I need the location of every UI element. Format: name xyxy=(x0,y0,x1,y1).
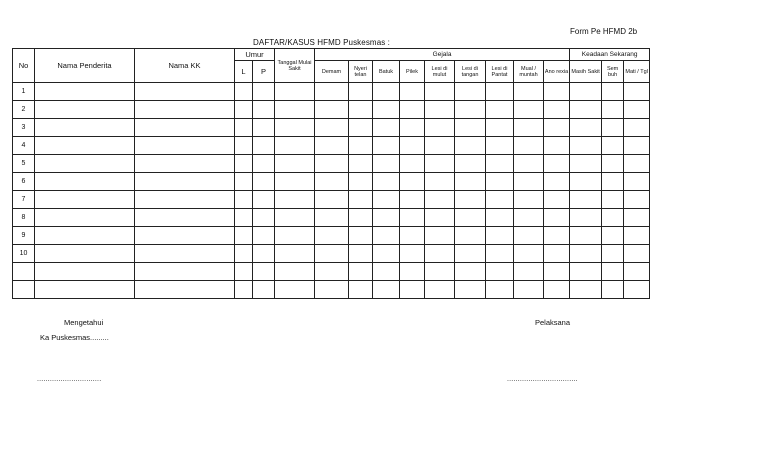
table-cell[interactable] xyxy=(135,155,235,173)
table-cell[interactable] xyxy=(486,281,514,299)
table-cell[interactable] xyxy=(373,281,400,299)
table-row xyxy=(13,263,650,281)
row-number: 9 xyxy=(13,227,35,245)
table-cell[interactable] xyxy=(624,209,650,227)
table-cell[interactable] xyxy=(135,209,235,227)
table-cell[interactable] xyxy=(570,137,602,155)
table-cell[interactable] xyxy=(425,191,455,209)
table-cell[interactable] xyxy=(544,173,570,191)
table-cell[interactable] xyxy=(425,173,455,191)
table-cell[interactable] xyxy=(570,209,602,227)
table-cell[interactable] xyxy=(235,245,253,263)
table-cell[interactable] xyxy=(486,155,514,173)
form-code: Form Pe HFMD 2b xyxy=(570,27,638,36)
table-cell[interactable] xyxy=(570,173,602,191)
table-cell[interactable] xyxy=(570,83,602,101)
table-cell[interactable] xyxy=(514,137,544,155)
table-cell[interactable] xyxy=(514,101,544,119)
table-row xyxy=(13,155,650,173)
table-cell[interactable] xyxy=(349,155,373,173)
table-cell[interactable] xyxy=(570,281,602,299)
header-gejala-nyeri-telan: Nyeri telan xyxy=(349,61,373,83)
table-cell[interactable] xyxy=(425,281,455,299)
table-cell[interactable] xyxy=(253,227,275,245)
table-cell[interactable] xyxy=(624,83,650,101)
header-gejala-lesi-pantat: Lesi di Pantat xyxy=(486,61,514,83)
table-cell[interactable] xyxy=(486,119,514,137)
table-cell[interactable] xyxy=(349,101,373,119)
table-row xyxy=(13,173,650,191)
table-row xyxy=(13,209,650,227)
table-cell[interactable] xyxy=(253,245,275,263)
table-cell[interactable] xyxy=(455,155,486,173)
table-cell[interactable] xyxy=(253,209,275,227)
table-cell[interactable] xyxy=(400,137,425,155)
table-cell[interactable] xyxy=(514,191,544,209)
table-cell[interactable] xyxy=(315,263,349,281)
row-number: 6 xyxy=(13,173,35,191)
table-cell[interactable] xyxy=(235,173,253,191)
table-cell[interactable] xyxy=(235,263,253,281)
table-cell[interactable] xyxy=(253,191,275,209)
table-row xyxy=(13,101,650,119)
table-row xyxy=(13,83,650,101)
row-number: 1 xyxy=(13,83,35,101)
table-cell[interactable] xyxy=(275,209,315,227)
table-cell[interactable] xyxy=(624,137,650,155)
table-cell[interactable] xyxy=(486,245,514,263)
table-cell[interactable] xyxy=(135,101,235,119)
table-cell[interactable] xyxy=(514,209,544,227)
table-cell[interactable] xyxy=(373,137,400,155)
table-cell[interactable] xyxy=(624,191,650,209)
table-cell[interactable] xyxy=(253,119,275,137)
header-keadaan-sembuh: Sem buh xyxy=(602,61,624,83)
table-cell[interactable] xyxy=(602,155,624,173)
table-cell[interactable] xyxy=(349,119,373,137)
header-keadaan-sekarang: Keadaan Sekarang xyxy=(570,49,650,61)
table-row xyxy=(13,227,650,245)
ka-puskesmas-label: Ka Puskesmas......... xyxy=(40,333,109,342)
table-cell[interactable] xyxy=(373,101,400,119)
table-cell[interactable] xyxy=(602,173,624,191)
table-cell[interactable] xyxy=(425,245,455,263)
table-cell[interactable] xyxy=(455,173,486,191)
table-cell[interactable] xyxy=(624,173,650,191)
table-cell[interactable] xyxy=(275,155,315,173)
table-cell[interactable] xyxy=(275,227,315,245)
table-cell[interactable] xyxy=(400,155,425,173)
table-cell[interactable] xyxy=(373,83,400,101)
table-cell[interactable] xyxy=(135,191,235,209)
table-cell[interactable] xyxy=(400,83,425,101)
table-cell[interactable] xyxy=(624,263,650,281)
table-row xyxy=(13,245,650,263)
table-cell[interactable] xyxy=(400,101,425,119)
table-cell[interactable] xyxy=(135,173,235,191)
table-cell[interactable] xyxy=(400,173,425,191)
header-no: No xyxy=(13,49,35,83)
header-nama-penderita: Nama Penderita xyxy=(35,49,135,83)
table-cell[interactable] xyxy=(514,227,544,245)
table-cell[interactable] xyxy=(624,155,650,173)
pelaksana-label: Pelaksana xyxy=(535,318,571,327)
header-tanggal-mulai-sakit: Tanggal Mulai Sakit xyxy=(275,49,315,83)
table-cell[interactable] xyxy=(400,227,425,245)
table-cell[interactable] xyxy=(570,191,602,209)
table-cell[interactable] xyxy=(602,263,624,281)
row-number xyxy=(13,281,35,299)
table-cell[interactable] xyxy=(349,263,373,281)
table-cell[interactable] xyxy=(486,263,514,281)
table-cell[interactable] xyxy=(624,245,650,263)
table-cell[interactable] xyxy=(275,101,315,119)
table-cell[interactable] xyxy=(425,83,455,101)
table-cell[interactable] xyxy=(253,173,275,191)
table-cell[interactable] xyxy=(35,227,135,245)
table-row xyxy=(13,281,650,299)
table-cell[interactable] xyxy=(602,119,624,137)
table-cell[interactable] xyxy=(425,209,455,227)
table-cell[interactable] xyxy=(570,155,602,173)
table-cell[interactable] xyxy=(253,101,275,119)
table-cell[interactable] xyxy=(349,83,373,101)
table-cell[interactable] xyxy=(349,209,373,227)
table-cell[interactable] xyxy=(400,263,425,281)
table-cell[interactable] xyxy=(455,209,486,227)
mengetahui-label: Mengetahui xyxy=(64,318,104,327)
table-cell[interactable] xyxy=(544,101,570,119)
table-cell[interactable] xyxy=(135,281,235,299)
table-cell[interactable] xyxy=(455,245,486,263)
table-cell[interactable] xyxy=(624,227,650,245)
header-gejala-pilek: Pilek xyxy=(400,61,425,83)
table-cell[interactable] xyxy=(373,155,400,173)
table-cell[interactable] xyxy=(275,281,315,299)
table-cell[interactable] xyxy=(570,101,602,119)
table-cell[interactable] xyxy=(275,137,315,155)
table-cell[interactable] xyxy=(455,137,486,155)
table-cell[interactable] xyxy=(35,155,135,173)
table-cell[interactable] xyxy=(275,173,315,191)
table-cell[interactable] xyxy=(235,83,253,101)
table-cell[interactable] xyxy=(135,263,235,281)
table-cell[interactable] xyxy=(35,101,135,119)
table-cell[interactable] xyxy=(315,119,349,137)
row-number: 3 xyxy=(13,119,35,137)
table-cell[interactable] xyxy=(315,191,349,209)
table-cell[interactable] xyxy=(373,209,400,227)
table-cell[interactable] xyxy=(35,173,135,191)
table-row xyxy=(13,191,650,209)
table-cell[interactable] xyxy=(400,119,425,137)
header-gejala-mual-muntah: Mual / muntah xyxy=(514,61,544,83)
header-umur-l: L xyxy=(235,61,253,83)
table-cell[interactable] xyxy=(425,119,455,137)
table-cell[interactable] xyxy=(235,209,253,227)
row-number: 5 xyxy=(13,155,35,173)
table-cell[interactable] xyxy=(275,191,315,209)
table-cell[interactable] xyxy=(486,137,514,155)
table-cell[interactable] xyxy=(486,173,514,191)
table-cell[interactable] xyxy=(373,119,400,137)
table-cell[interactable] xyxy=(349,281,373,299)
table-cell[interactable] xyxy=(486,191,514,209)
table-cell[interactable] xyxy=(514,245,544,263)
table-cell[interactable] xyxy=(315,281,349,299)
table-cell[interactable] xyxy=(602,83,624,101)
table-cell[interactable] xyxy=(544,209,570,227)
row-number: 8 xyxy=(13,209,35,227)
table-cell[interactable] xyxy=(544,83,570,101)
table-cell[interactable] xyxy=(624,101,650,119)
table-cell[interactable] xyxy=(35,83,135,101)
table-cell[interactable] xyxy=(425,155,455,173)
table-cell[interactable] xyxy=(373,227,400,245)
table-cell[interactable] xyxy=(253,281,275,299)
table-cell[interactable] xyxy=(253,263,275,281)
table-cell[interactable] xyxy=(514,263,544,281)
table-cell[interactable] xyxy=(455,83,486,101)
table-cell[interactable] xyxy=(400,209,425,227)
header-gejala-anoreksia: Ano rexia xyxy=(544,61,570,83)
table-cell[interactable] xyxy=(486,83,514,101)
table-cell[interactable] xyxy=(35,137,135,155)
table-cell[interactable] xyxy=(373,191,400,209)
row-number: 2 xyxy=(13,101,35,119)
case-table xyxy=(12,48,650,299)
header-gejala-demam: Demam xyxy=(315,61,349,83)
table-cell[interactable] xyxy=(235,281,253,299)
table-cell[interactable] xyxy=(400,245,425,263)
table-cell[interactable] xyxy=(253,83,275,101)
table-cell[interactable] xyxy=(425,227,455,245)
header-nama-kk: Nama KK xyxy=(135,49,235,83)
table-cell[interactable] xyxy=(514,281,544,299)
table-cell[interactable] xyxy=(602,281,624,299)
table-cell[interactable] xyxy=(315,227,349,245)
table-cell[interactable] xyxy=(349,191,373,209)
table-cell[interactable] xyxy=(135,245,235,263)
table-cell[interactable] xyxy=(315,209,349,227)
table-cell[interactable] xyxy=(602,137,624,155)
table-cell[interactable] xyxy=(455,281,486,299)
table-cell[interactable] xyxy=(373,263,400,281)
table-cell[interactable] xyxy=(275,83,315,101)
table-cell[interactable] xyxy=(235,119,253,137)
table-cell[interactable] xyxy=(514,155,544,173)
table-cell[interactable] xyxy=(425,263,455,281)
header-gejala-lesi-mulut: Lesi di mulut xyxy=(425,61,455,83)
table-cell[interactable] xyxy=(315,155,349,173)
table-cell[interactable] xyxy=(135,83,235,101)
table-cell[interactable] xyxy=(544,263,570,281)
table-cell[interactable] xyxy=(275,245,315,263)
table-cell[interactable] xyxy=(35,245,135,263)
table-cell[interactable] xyxy=(35,281,135,299)
header-keadaan-masih-sakit: Masih Sakit xyxy=(570,61,602,83)
table-cell[interactable] xyxy=(253,155,275,173)
header-umur: Umur xyxy=(235,49,275,61)
table-cell[interactable] xyxy=(514,119,544,137)
table-cell[interactable] xyxy=(624,119,650,137)
table-cell[interactable] xyxy=(455,227,486,245)
table-cell[interactable] xyxy=(315,83,349,101)
table-cell[interactable] xyxy=(315,245,349,263)
table-cell[interactable] xyxy=(373,173,400,191)
table-cell[interactable] xyxy=(253,137,275,155)
table-cell[interactable] xyxy=(35,119,135,137)
table-cell[interactable] xyxy=(570,245,602,263)
header-gejala-batuk: Batuk xyxy=(373,61,400,83)
table-row xyxy=(13,119,650,137)
table-cell[interactable] xyxy=(544,119,570,137)
table-cell[interactable] xyxy=(570,263,602,281)
table-cell[interactable] xyxy=(315,101,349,119)
table-cell[interactable] xyxy=(135,137,235,155)
form-title: DAFTAR/KASUS HFMD Puskesmas : xyxy=(253,38,390,47)
table-cell[interactable] xyxy=(514,173,544,191)
table-cell[interactable] xyxy=(602,101,624,119)
table-cell[interactable] xyxy=(455,119,486,137)
table-cell[interactable] xyxy=(315,173,349,191)
table-cell[interactable] xyxy=(602,191,624,209)
table-cell[interactable] xyxy=(544,191,570,209)
table-cell[interactable] xyxy=(135,227,235,245)
table-cell[interactable] xyxy=(624,281,650,299)
table-cell[interactable] xyxy=(455,101,486,119)
row-number: 10 xyxy=(13,245,35,263)
table-cell[interactable] xyxy=(602,245,624,263)
row-number xyxy=(13,263,35,281)
signature-line-right: ................................. xyxy=(507,376,578,383)
table-cell[interactable] xyxy=(315,137,349,155)
table-cell[interactable] xyxy=(35,191,135,209)
table-cell[interactable] xyxy=(275,263,315,281)
table-cell[interactable] xyxy=(544,281,570,299)
table-cell[interactable] xyxy=(235,191,253,209)
table-cell[interactable] xyxy=(486,209,514,227)
table-cell[interactable] xyxy=(455,191,486,209)
table-cell[interactable] xyxy=(570,119,602,137)
table-cell[interactable] xyxy=(35,209,135,227)
table-row xyxy=(13,137,650,155)
table-cell[interactable] xyxy=(455,263,486,281)
table-cell[interactable] xyxy=(486,227,514,245)
table-cell[interactable] xyxy=(235,101,253,119)
header-gejala: Gejala xyxy=(315,49,570,61)
table-cell[interactable] xyxy=(349,245,373,263)
table-cell[interactable] xyxy=(349,173,373,191)
table-cell[interactable] xyxy=(400,191,425,209)
header-gejala-lesi-tangan: Lesi di tangan xyxy=(455,61,486,83)
table-cell[interactable] xyxy=(425,101,455,119)
table-cell[interactable] xyxy=(425,137,455,155)
table-cell[interactable] xyxy=(235,227,253,245)
header-umur-p: P xyxy=(253,61,275,83)
table-cell[interactable] xyxy=(544,245,570,263)
table-cell[interactable] xyxy=(514,83,544,101)
table-body xyxy=(13,83,650,299)
row-number: 7 xyxy=(13,191,35,209)
table-cell[interactable] xyxy=(544,155,570,173)
table-cell[interactable] xyxy=(602,209,624,227)
table-cell[interactable] xyxy=(570,227,602,245)
table-cell[interactable] xyxy=(135,119,235,137)
table-cell[interactable] xyxy=(602,227,624,245)
table-cell[interactable] xyxy=(486,101,514,119)
table-cell[interactable] xyxy=(275,119,315,137)
signature-line-left: .............................. xyxy=(37,376,102,383)
table-cell[interactable] xyxy=(349,137,373,155)
row-number: 4 xyxy=(13,137,35,155)
table-cell[interactable] xyxy=(235,155,253,173)
table-cell[interactable] xyxy=(400,281,425,299)
table-cell[interactable] xyxy=(373,245,400,263)
header-keadaan-mati: Mati / Tgl xyxy=(624,61,650,83)
table-cell[interactable] xyxy=(35,263,135,281)
table-cell[interactable] xyxy=(544,137,570,155)
table-cell[interactable] xyxy=(349,227,373,245)
table-cell[interactable] xyxy=(235,137,253,155)
table-cell[interactable] xyxy=(544,227,570,245)
